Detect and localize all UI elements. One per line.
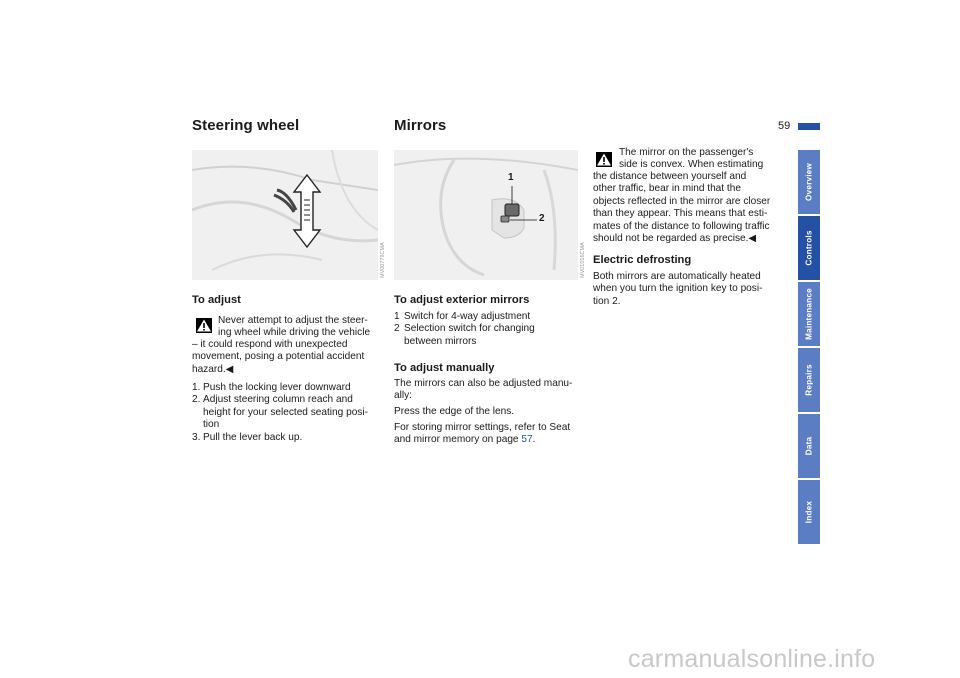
tab-label: Overview (804, 162, 814, 202)
list-item (394, 323, 584, 348)
warning-line: objects reflected in the mirror are closer (593, 195, 771, 207)
figure-callout-1: 1 (508, 172, 514, 183)
paragraph-text: . (532, 434, 536, 446)
step-text: Pull the lever back up. (203, 431, 303, 443)
list-item (192, 394, 387, 431)
tab-data[interactable] (798, 414, 820, 478)
list-item (394, 311, 584, 323)
tab-label: Maintenance (804, 288, 814, 340)
warning-line: should not be regarded as precise.◀ (593, 233, 757, 245)
step-number: 3. (192, 431, 201, 443)
page-marker (798, 123, 820, 130)
steps-list (192, 382, 387, 444)
warning-line: hazard.◀ (192, 363, 234, 375)
subtitle-electric-defrosting: Electric defrosting (593, 254, 692, 266)
defrost-paragraph (593, 271, 793, 308)
section-title-steering-wheel: Steering wheel (192, 117, 300, 134)
tab-controls[interactable] (798, 216, 820, 280)
item-text: between mirrors (404, 335, 477, 347)
item-number: 1 (394, 311, 400, 322)
paragraph-line: For storing mirror settings, refer to Seat (394, 422, 571, 433)
warning-line: side is convex. When estimating (619, 159, 764, 170)
list-item (192, 382, 387, 394)
step-number: 1. (192, 382, 201, 393)
manual-paragraph (394, 378, 589, 403)
warning-line: movement, posing a potential accident (192, 351, 365, 363)
item-text: Switch for 4-way adjustment (404, 311, 531, 322)
paragraph-line (394, 434, 594, 446)
warning-line: – it could respond with unexpected (192, 339, 348, 350)
warning-line: ing wheel while driving the vehicle (218, 327, 371, 338)
page-number: 59 (778, 120, 791, 132)
warning-icon (596, 152, 612, 167)
tab-label: Index (804, 500, 814, 524)
tab-overview[interactable] (798, 150, 820, 214)
item-number: 2 (394, 323, 400, 335)
step-number: 2. (192, 394, 201, 406)
list-item (192, 432, 387, 444)
figure-callout-2: 2 (539, 213, 545, 224)
watermark: carmanualsonline.info (628, 645, 876, 673)
warning-line: The mirror on the passenger's (619, 147, 754, 158)
items-list (394, 311, 584, 348)
subtitle-adjust-manually: To adjust manually (394, 362, 495, 374)
paragraph-line: Press the edge of the lens. (394, 406, 515, 417)
warning-text (593, 171, 793, 245)
subtitle-to-adjust: To adjust (192, 294, 241, 306)
step-text: height for your selected seating posi- (203, 406, 368, 418)
paragraph-line: tion 2. (593, 295, 621, 307)
tab-label: Repairs (804, 364, 814, 396)
tab-repairs[interactable] (798, 348, 820, 412)
paragraph-line: when you turn the ignition key to posi- (593, 283, 763, 295)
warning-line: than they appear. This means that esti- (593, 208, 768, 220)
subtitle-adjust-exterior-mirrors: To adjust exterior mirrors (394, 294, 530, 306)
section-title-mirrors: Mirrors (394, 117, 447, 134)
paragraph-line: The mirrors can also be adjusted manu- (394, 378, 573, 389)
page-57-link[interactable]: 57 (521, 434, 533, 446)
tab-maintenance[interactable] (798, 282, 820, 346)
warning-icon (196, 318, 212, 333)
paragraph-text: and mirror memory on page (394, 434, 522, 446)
tab-index[interactable] (798, 480, 820, 544)
memory-paragraph (394, 422, 594, 447)
step-text: Adjust steering column reach and (203, 394, 353, 406)
paragraph-line: ally: (394, 390, 412, 402)
warning-line: other traffic, bear in mind that the (593, 183, 741, 195)
step-text: tion (203, 419, 220, 431)
step-text: Push the locking lever downward (203, 382, 351, 393)
tab-label: Data (804, 436, 814, 456)
figure-code: MV00779CMA (380, 242, 386, 278)
mirror-switch-figure (394, 150, 578, 280)
tab-label: Controls (804, 230, 814, 266)
steering-wheel-figure (192, 150, 378, 280)
figure-code: MV01016CMA (580, 242, 586, 278)
warning-line: Never attempt to adjust the steer- (218, 315, 368, 326)
item-text: Selection switch for changing (404, 323, 535, 335)
warning-line: mates of the distance to following traffic (593, 220, 770, 232)
warning-text (192, 339, 382, 376)
paragraph-line: Both mirrors are automatically heated (593, 271, 761, 282)
warning-line: the distance between yourself and (593, 171, 747, 182)
